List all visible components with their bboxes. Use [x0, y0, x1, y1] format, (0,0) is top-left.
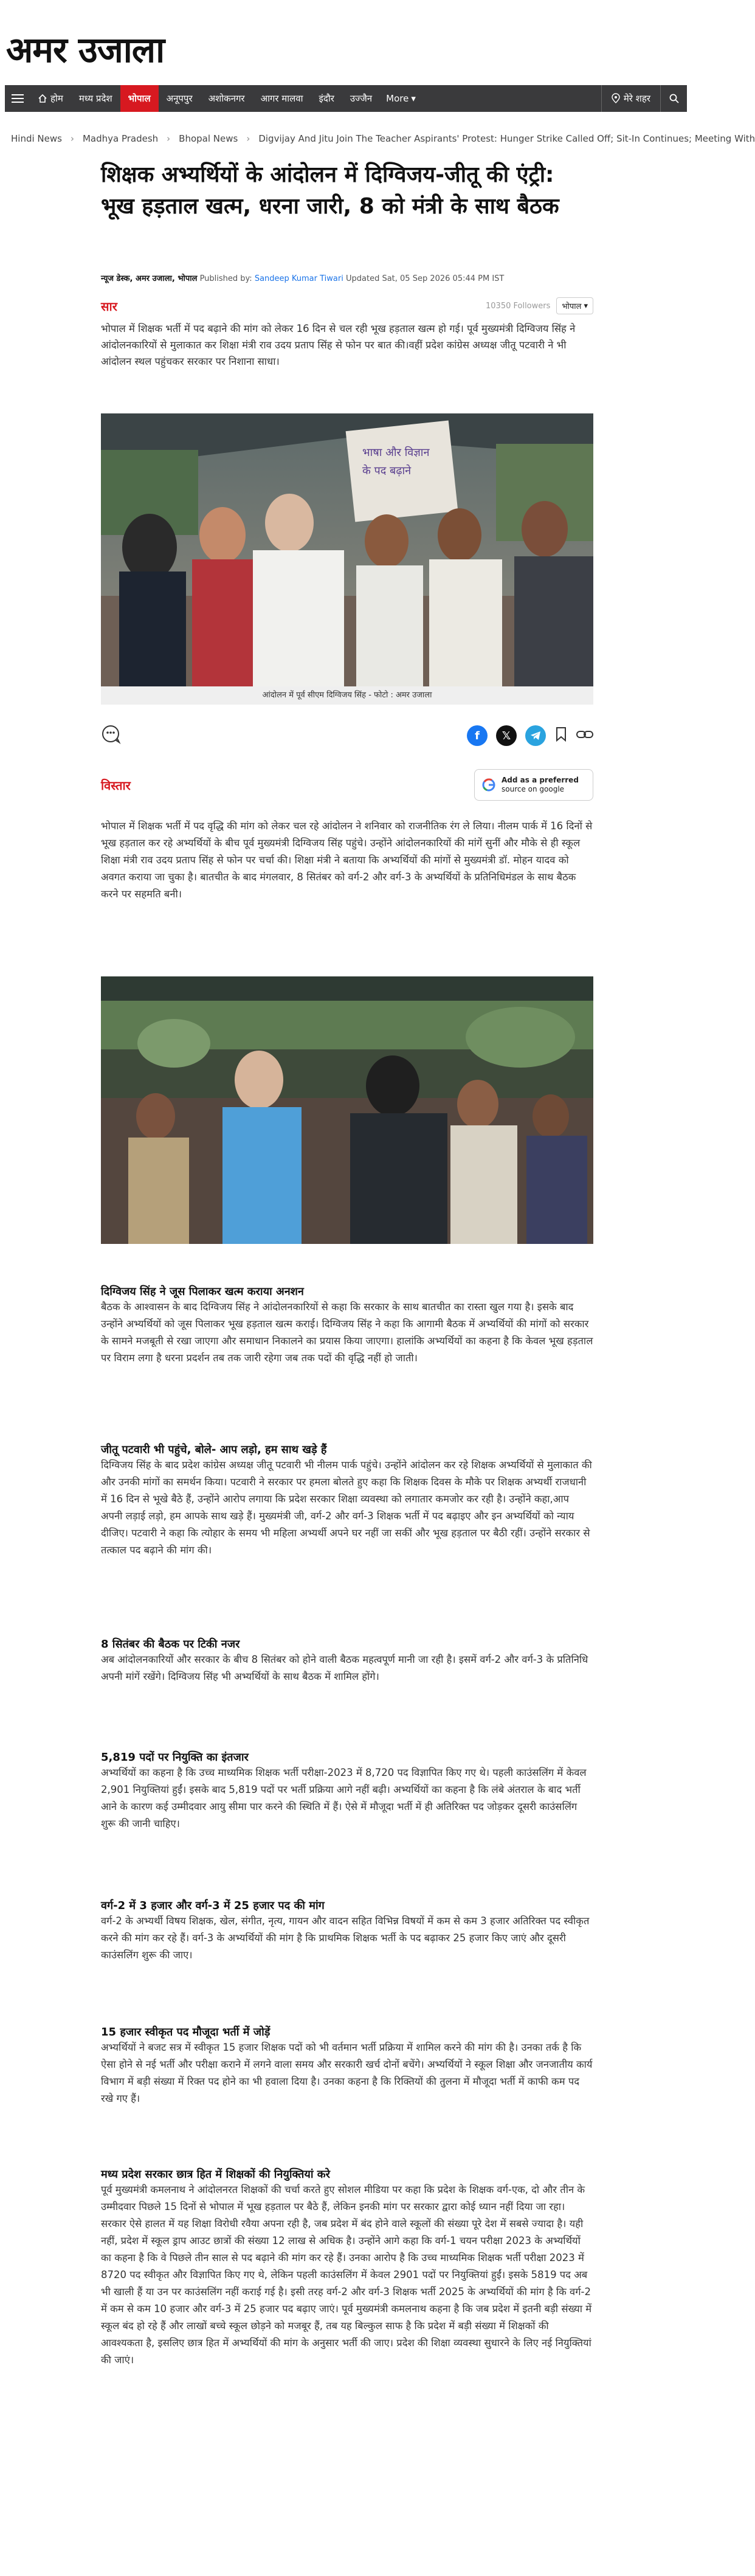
logo-bar: [0, 0, 694, 85]
preferred-line-2: source on google: [502, 785, 565, 793]
location-pin-icon: [612, 94, 620, 103]
bookmark-icon[interactable]: [554, 727, 568, 745]
section-title: वर्ग-2 में 3 हजार और वर्ग-3 में 25 हजार पद की मांग: [101, 1899, 325, 1912]
byline-desk: न्यूज डेस्क, अमर उजाला, भोपाल: [101, 274, 198, 283]
section-body: बैठक के आश्वासन के बाद दिग्विजय सिंह ने आंदोलनकारियों से कहा कि सरकार के साथ बातचीत का रास्ता खुल गया है। इसके बाद उन्होंने अभ्यर्थियों को जूस पिलाकर भूख हड़ताल खत्म कराई। दिग्विजय सिंह ने कहा कि आगामी बैठक में अभ्यर्थियों की मांगों को सरकार के सामने मजबूती से रखा जाएगा और समाधान निकालने का प्रयास किया जाएगा। हालांकि अभ्यर्थियों का कहना है कि केवल भूख हड़ताल पर विराम लगा है धरना प्रदर्शन तब तक जारी रहेगा जब तक पदों की वृद्धि नहीं हो जाती।: [101, 1301, 593, 1364]
nav-right: [601, 85, 687, 112]
nav-item-ujjain[interactable]: उज्जैन: [350, 93, 373, 104]
site-logo[interactable]: अमर उजाला: [6, 29, 165, 71]
published-by-label: Published by:: [199, 274, 252, 283]
nav-item-ashoknagar[interactable]: अशोकनगर: [208, 93, 245, 104]
nav-more-label: More: [386, 93, 409, 104]
section-title: दिग्विजय सिंह ने जूस पिलाकर खत्म कराया अनशन: [101, 1285, 304, 1298]
section-body: अभ्यर्थियों का कहना है कि उच्च माध्यमिक शिक्षक भर्ती परीक्षा-2023 में 8,720 पद विज्ञापित किए गए थे। पहली काउंसलिंग में केवल 2,901 नियुक्तियां हुईं। इसके बाद 5,819 पदों पर भर्ती प्रक्रिया आगे नहीं बढ़ी। अभ्यर्थियों का कहना है कि लंबे अंतराल के बाद भर्ती आने के कारण कई उम्मीदवार आयु सीमा पार करने की स्थिति में हैं। ऐसे में मौजूदा भर्ती में ही अतिरिक्त पद जोड़कर दूसरी काउंसलिंग शुरू की जानी चाहिए।: [101, 1767, 587, 1829]
detail-label: विस्तार: [101, 778, 131, 793]
main-nav: [5, 85, 687, 112]
article-intro: भोपाल में शिक्षक भर्ती में पद वृद्धि की मांग को लेकर चल रहे आंदोलन ने शनिवार को राजनीतिक रंग ले लिया। नीलम पार्क में 16 दिनों से भूख हड़ताल कर रहे अभ्यर्थियों के बीच पूर्व मुख्यमंत्री दिग्विजय सिंह पहुंचे। उन्होंने आंदोलनकारियों की मांगें सुनीं और मौके से ही स्कूल शिक्षा मंत्री राव उदय प्रताप सिंह से फोन पर चर्चा की। शिक्षा मंत्री ने बताया कि अभ्यर्थियों की मांगों से मुख्यमंत्री डॉ. मोहन यादव को अवगत कराया जा चुका है। बातचीत के बाद मंगलवार, 8 सितंबर को वर्ग-2 और वर्ग-3 के अभ्यर्थियों के प्रतिनिधिमंडल के साथ बैठक करने पर सहमति बनी।: [101, 820, 593, 900]
poster-text: के पद बढ़ाने: [362, 464, 412, 477]
protest-photo-1: [101, 413, 593, 686]
section-title: 8 सितंबर की बैठक पर टिकी नजर: [101, 1638, 240, 1651]
section-title: 5,819 पदों पर नियुक्ति का इंतजार: [101, 1751, 249, 1764]
copy-link-icon[interactable]: [576, 728, 593, 743]
breadcrumb-separator: ›: [70, 133, 74, 144]
my-city-button[interactable]: [601, 85, 660, 112]
search-icon: [669, 94, 679, 103]
breadcrumb: [11, 133, 755, 144]
section-body: दिग्विजय सिंह के बाद प्रदेश कांग्रेस अध्यक्ष जीतू पटवारी भी नीलम पार्क पहुंचे। उन्होंने आंदोलन कर रहे शिक्षक अभ्यर्थियों से मुलाकात की और उनकी मांगों का समर्थन किया। पटवारी ने सरकार पर हमला बोलते हुए कहा कि शिक्षक दिवस के मौके पर शिक्षक अभ्यर्थी राजधानी में 16 दिन से भूखे बैठे हैं, उन्होंने आरोप लगाया कि प्रदेश सरकार शिक्षा व्यवस्था को लगातार कमजोर कर रही है। उन्होंने कहा,आप अपनी लड़ाई लड़ो, हम आपके साथ खड़े हैं। मुख्यमंत्री जी, वर्ग-2 और वर्ग-3 शिक्षक भर्ती में पद बढ़ाइए और इन अभ्यर्थियों को न्याय दीजिए। पटवारी ने कहा कि त्योहार के समय भी महिला अभ्यर्थी अपने घर नहीं जा सकीं और भूख हड़ताल पर बैठी रहीं। उन्होंने सरकार से तत्काल पद बढ़ाने की मांग की।: [101, 1459, 592, 1556]
breadcrumb-separator: ›: [246, 133, 250, 144]
article-byline: [101, 272, 504, 283]
section-title: 15 हजार स्वीकृत पद मौजूदा भर्ती में जोड़ें: [101, 2026, 271, 2039]
nav-item-home[interactable]: [30, 85, 71, 112]
article-main-image: [101, 413, 593, 686]
summary-header: [101, 297, 593, 314]
article-summary: भोपाल में शिक्षक भर्ती में पद बढ़ाने की मांग को लेकर 16 दिन से चल रही भूख हड़ताल खत्म हो गई। पूर्व मुख्यमंत्री दिग्विजय सिंह ने आंदोलनकारियों से मुलाकात कर शिक्षा मंत्री राव उदय प्रताप सिंह से फोन पर बात की।वहीं प्रदेश कांग्रेस अध्यक्ष जीतू पटवारी ने भी आंदोलन स्थल पहुंचकर सरकार पर निशाना साधा।: [101, 323, 576, 367]
breadcrumb-item[interactable]: Hindi News: [11, 133, 62, 144]
google-icon: [482, 778, 495, 792]
chevron-down-icon: ▾: [411, 93, 416, 104]
breadcrumb-current: Digvijay And Jitu Join The Teacher Aspirants' Protest: Hunger Strike Called Off; Sit-In Continues; Meeting With: [258, 133, 755, 144]
telegram-icon[interactable]: [525, 725, 546, 746]
article-headline: शिक्षक अभ्यर्थियों के आंदोलन में दिग्विजय-जीतू की एंट्री: भूख हड़ताल खत्म, धरना जारी, 8 को मंत्री के साथ बैठक: [101, 162, 559, 219]
breadcrumb-item[interactable]: Bhopal News: [179, 133, 238, 144]
home-icon: [38, 94, 47, 103]
my-city-label: मेरे शहर: [623, 93, 650, 104]
updated-timestamp: Updated Sat, 05 Sep 2026 05:44 PM IST: [345, 274, 505, 283]
nav-more-button[interactable]: [380, 85, 422, 112]
section-title: मध्य प्रदेश सरकार छात्र हित में शिक्षकों की नियुक्तियां करे: [101, 2168, 330, 2181]
article-inline-image: [101, 976, 593, 1244]
summary-label: सार: [101, 299, 117, 314]
comment-icon[interactable]: [101, 724, 122, 747]
preferred-line-1: Add as a preferred: [502, 776, 579, 784]
follow-topic-button[interactable]: [556, 297, 593, 314]
section-title: जीतू पटवारी भी पहुंचे, बोले- आप लड़ो, हम साथ खड़े हैं: [101, 1443, 327, 1456]
x-twitter-icon[interactable]: 𝕏: [496, 725, 517, 746]
section-body: अभ्यर्थियों ने बजट सत्र में स्वीकृत 15 हजार शिक्षक पदों को भी वर्तमान भर्ती प्रक्रिया में शामिल करने की मांग की है। उनका तर्क है कि ऐसा होने से नई भर्ती और परीक्षा कराने में लगने वाला समय और सरकारी खर्च दोनों बचेंगे। अभ्यर्थियों ने स्कूल शिक्षा और जनजातीय कार्य विभाग में बड़ी संख्या में रिक्त पद होने का भी हवाला दिया है। उनका कहना है कि रिक्तियों की तुलना में मौजूदा भर्ती में काफी कम पद रखे गए हैं।: [101, 2042, 593, 2104]
breadcrumb-item[interactable]: Madhya Pradesh: [82, 133, 159, 144]
nav-item-label: होम: [50, 93, 63, 104]
poster-text: भाषा और विज्ञान: [362, 446, 430, 459]
facebook-icon[interactable]: f: [467, 725, 488, 746]
section-body: पूर्व मुख्यमंत्री कमलनाथ ने आंदोलनरत शिक्षकों की चर्चा करते हुए सोशल मीडिया पर कहा कि प्रदेश के शिक्षक वर्ग-एक, दो और तीन के उम्मीदवार पिछले 15 दिनों से भोपाल में भूख हड़ताल पर बैठे हैं, लेकिन इनकी मांग पर सरकार द्वारा कोई ध्यान नहीं दिया जा रहा। सरकार ऐसे हालत में यह शिक्षा विरोधी रवैया अपना रही है, जब प्रदेश में बंद होने वाले स्कूलों की संख्या पूरे देश में सबसे ज्यादा है। यही नहीं, प्रदेश में स्कूल ड्राप आउट छात्रों की संख्या 12 लाख से अधिक है। उन्होंने आगे कहा कि वर्ग-1 चयन परीक्षा 2023 के अभ्यर्थियों का कहना है कि वे पिछले तीन साल से पद बढ़ाने की मांग कर रहे हैं। उनका आरोप है कि उच्च माध्यमिक शिक्षक भर्ती परीक्षा 2023 में 8720 पद स्वीकृत और विज्ञापित किए गए थे, लेकिन पहली काउंसलिंग में केवल 2901 पदों पर नियुक्तियां हुईं। इसके 5819 पद अब भी खाली हैं या उन पर काउंसलिंग नहीं कराई गई है। इसी तरह वर्ग-2 और वर्ग-3 शिक्षक भर्ती 2025 के अभ्यर्थियों की मांग है कि वर्ग-2 में कम से कम 10 हजार और वर्ग-3 में 25 हजार पद बढ़ाए जाएं। पूर्व मुख्यमंत्री कमलनाथ कहना है कि जब प्रदेश में इतनी बड़ी संख्या में स्कूल बंद हो रहे हैं और लाखों बच्चे स्कूल छोड़ने को मजबूर हैं, तब यह बिल्कुल साफ है कि प्रदेश में बड़ी संख्या में शिक्षकों की आवश्यकता है, इसलिए छात्र हित में अभ्यर्थियों की मांग के अनुसार भर्ती की जाए। प्रदेश की शिक्षा व्यवस्था सुधारने के लिए नई नियुक्तियां की जाएं।: [101, 2184, 592, 2366]
nav-item-bhopal[interactable]: भोपाल: [120, 85, 159, 112]
detail-header: [101, 769, 593, 801]
nav-item-anuppur[interactable]: अनूपपुर: [166, 93, 193, 104]
protest-photo-2: [101, 976, 593, 1244]
hamburger-menu-icon[interactable]: [5, 85, 30, 112]
share-row: [101, 723, 593, 748]
chevron-down-icon: ▾: [584, 301, 588, 311]
followers-count: 10350 Followers: [486, 301, 551, 311]
section-body: अब आंदोलनकारियों और सरकार के बीच 8 सितंबर को होने वाली बैठक महत्वपूर्ण मानी जा रही है। इसमें वर्ग-2 और वर्ग-3 के प्रतिनिधि अपनी मांगें रखेंगे। दिग्विजय सिंह भी अभ्यर्थियों के साथ बैठक में शामिल होंगे।: [101, 1654, 588, 1682]
nav-item-agar-malwa[interactable]: आगर मालवा: [260, 93, 303, 104]
section-body: वर्ग-2 के अभ्यर्थी विषय शिक्षक, खेल, संगीत, नृत्य, गायन और वादन सहित विभिन्न विषयों में कम से कम 3 हजार अतिरिक्त पद स्वीकृत करने की मांग कर रहे हैं। वर्ग-3 के अभ्यर्थियों की मांग है कि प्राथमिक शिक्षक भर्ती के पद बढ़ाकर 25 हजार किए जाएं और दूसरी काउंसलिंग शुरू की जाए।: [101, 1915, 590, 1961]
search-button[interactable]: [660, 85, 687, 112]
follow-topic-label: भोपाल: [562, 302, 582, 311]
google-preferred-source-button[interactable]: [474, 769, 593, 801]
image-caption: आंदोलन में पूर्व सीएम दिग्विजय सिंह - फोटो : अमर उजाला: [101, 686, 593, 705]
breadcrumb-separator: ›: [167, 133, 171, 144]
share-icons: [467, 725, 593, 746]
nav-item-madhya-pradesh[interactable]: मध्य प्रदेश: [78, 93, 112, 104]
nav-item-indore[interactable]: इंदौर: [319, 93, 334, 104]
author-link[interactable]: Sandeep Kumar Tiwari: [254, 274, 343, 283]
